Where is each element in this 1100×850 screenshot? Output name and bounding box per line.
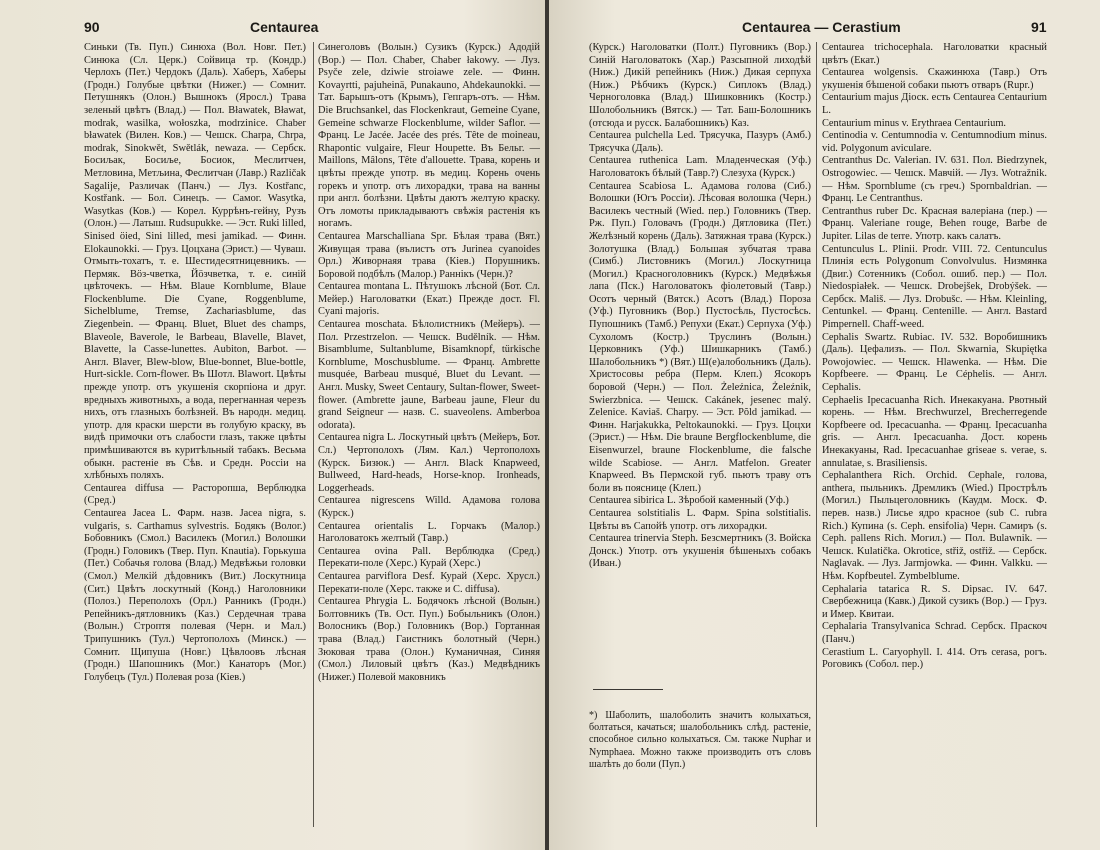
dictionary-entry: Centaurea sibirica L. Зѣробой каменный (Уф.) <box>589 495 789 507</box>
running-head: Centaurea <box>250 19 319 35</box>
text-column <box>84 42 306 842</box>
dictionary-entry: (Курск.) Наголоватки (Полт.) Пуговникъ (Вор.) Синій Наголоватокъ (Хар.) Разсыпной лиходѣй (Ниж.) Дикій репейникъ (Ниж.) Дикая серпуха (Ниж.) Рѣбчикъ (Курск.) Сиплокъ (Влад.) Черноголовка (Влад.) Шишковникъ (Костр.) Шолобольникъ (Вятск.) — Тат. Баш-Болошникъ (отсюда и русск. Балабошникъ) Каз. <box>589 42 811 129</box>
dictionary-entry: Cerastium L. Caryophyll. I. 414. Отъ cerasa, рогъ. Роговикъ (Собол. пер.) <box>822 646 1047 671</box>
footnote: *) Шаболить, шалоболить значитъ колыхаться, болтаться, качаться; шалобольникъ слѣд. растеніе, способное сильно колыхаться. См. также Nuphar и Nymphaea. Можно также производить отъ словъ шалѣть до боли (Пуп.) <box>589 710 811 770</box>
text-column <box>822 42 1047 842</box>
dictionary-entry: Centinodia v. Centumnodia v. Centumnodium minus. vid. Polygonum aviculare. <box>822 130 1047 154</box>
dictionary-entry: Centaurium majus Діоск. есть Centaurea Centaurium L. <box>822 92 1047 116</box>
dictionary-entry: Centaurea solstitialis L. Фарм. Spina solstitialis. Цвѣты въ Сапойѣ употр. отъ лихорадки. <box>589 507 811 532</box>
dictionary-entry: Centaurea trinervia Steph. Безсмертникъ (З. Войска Донск.) Употр. отъ укушенія бѣшеныхъ собакъ (Иван.) <box>589 533 811 570</box>
dictionary-entry: Centaurea Jacea L. Фарм. назв. Jacea nigra, s. vulgaris, s. Carthamus sylvestris. Бодякъ (Волог.) Бобовникъ (Смол.) Василекъ (Могил.) Волошки (Гродн.) Головикъ (Твер. Пуп. Knautia). Горькуша (Пет.) Собачья голова (Влад.) Медвѣжьи головки (Смол.) Мелкій дѣдовникъ (Вит.) Лоскутница (Сит.) Цвѣтъ лоскутный (Конд.) Наголовники (Полоз.) Переполохъ (Орл.) Ранникъ (Гродн.) Репейникъ-дятловникъ (Каз.) Сердечная трава (Волын.) Строптя полевая (Черн. и Мал.) Трипушникъ (Тул.) Чертополохъ (Минск.) — Сомнит. Щипуша (Новг.) Цѣвлоовъ лѣсная (Гродн.) Шапошникъ (Мог.) Канаторъ (Мог.) Голубецъ (Тул.) Полевая роза (Кіев.) <box>84 507 306 683</box>
dictionary-entry: Centaurea wolgensis. Скажинюха (Тавр.) Отъ укушенія бѣшеной собаки пьютъ отваръ (Rupr.) <box>822 67 1047 91</box>
footnote-rule <box>593 689 663 690</box>
dictionary-entry: Centranthus Dc. Valerian. IV. 631. Пол. Biedrzynek, Ostrogowiec. — Чешск. Мавчій. — Луз. Wotražnik. — Нѣм. Spornblume (съ греч.) Spornbaldrian. — Франц. Le Centranthus. <box>822 155 1047 205</box>
right-page <box>549 0 1100 850</box>
dictionary-entry: Centaurea ruthenica Lam. Младенческая (Уф.) Наголоватокъ бѣлый (Тавр.?) Слезуха (Курск.) <box>589 155 811 179</box>
dictionary-entry: Centaurea moschata. Бѣлолистникъ (Мейеръ). — Пол. Przestrzelon. — Чешск. Budělník. — Нѣм. Bisamblume, Sultanblume, Bisamknopf, türkische Kornblume, Moschusblume. — Франц. Ambrette musquée, Barbeau musqué, Bluet du Levant. — Англ. Musky, Sweet Centaury, Sultan-flower, Sweet-flower. (Ambrette jaune, Barbeau jaune, Fleur du grand Seigneur — назв. C. suaveolens. Amberboa odorata). <box>318 319 540 431</box>
column-rule <box>816 42 817 827</box>
running-head: Centaurea — Cerastium <box>742 19 901 35</box>
dictionary-entry: Centaurium minus v. Erythraea Centaurium. <box>822 117 1007 129</box>
dictionary-entry: Cephalaria Transylvanica Schrad. Сербск. Праскоч (Панч.) <box>822 621 1047 645</box>
dictionary-entry: Centaurea nigra L. Лоскутный цвѣтъ (Мейеръ, Бот. Сл.) Чертополохъ (Лям. Кал.) Чертополохъ (Курск. Бизюк.) — Англ. Black Knapweed, Bullweed, Hard-heads, Horse-knop. Ironheads, Loggerheads. <box>318 432 540 494</box>
dictionary-entry: Centunculus L. Plinii. Prodr. VIII. 72. Centunculus Плинія есть Polygonum Convolvulus. Низмянка (Двиг.) Сотенникъ (Собол. ошиб. пер.) — Пол. Niedospiałek. — Чешск. Drobejšek, Drobýšek. — Сербск. Mališ. — Луз. Drobušc. — Нѣм. Kleinling, Centunkel. — Франц. Centenille. — Англ. Bastard Pimpernell. Chaff-weed. <box>822 243 1047 331</box>
text-column <box>318 42 540 842</box>
dictionary-entry: Centranthus ruber Dc. Красная валеріана (пер.) — Франц. Valeriane rouge, Behen rouge, Barbe de Jupiter. Lilas de terre. Употр. какъ салатъ. <box>822 205 1047 242</box>
dictionary-entry: Centaurea diffusa — Расторопша, Верблюдка (Сред.) <box>84 482 306 507</box>
dictionary-entry: Синеголовъ (Волын.) Сузикъ (Курск.) Адодій (Вор.) — Пол. Chaber, Chaber łakowy. — Луз. Psyče zele, dziwie stroiawe zele. — Финн. Kovayrtti, pajuheinä, Punakauno, Ahdekaunokki. — Тат. Барышъ-отъ (Крымъ), Гепгаръ-отъ. — Нѣм. Die Bruchsankel, das Flockenkraut, Gemeine Cyane, Gemeine schwarze Flockenblume, wilder Saflor. — Франц. Le Jacée. Jacée des prés. Tête de moineau, Rhapontic vulgaire, Fleur Houpette. Въ Бельг. — Maillons, Mâlons, Tête d'allouette. Трава, корень и цвѣты прежде употр. въ медиц. Корень очень горекъ и употр. отъ лихорадки, трава на ванны при англ. болѣзни. Цвѣты даютъ желтую краску. Отъ ломоты прикладываютъ свѣжія растенія къ ногамъ. <box>318 42 540 230</box>
dictionary-entry: Cephalaria tatarica R. S. Dipsac. IV. 647. Свербежница (Кавк.) Дикой сузикъ (Вор.) — Груз. и Имер. Квитаи. <box>822 583 1047 620</box>
dictionary-entry: Синьки (Тв. Пуп.) Синюха (Вол. Новг. Пет.) Синюка (Сл. Церк.) Сойвица тр. (Кондр.) Черлохъ (Пет.) Чердокъ (Даль). Хаберъ, Хаберы (Гродн.) Голубые цвѣтки (Нижег.) — Сомнит. Петушнякъ (Олон.) Вышнокъ (Яросл.) Трава зеленый цвѣтъ (Влад.) — Пол. Bławatek, Bławat, modrak, wasilka, wołoszka, modrzinice. Chaber bławatek (Вилен. Ков.) — Чешск. Charpa, Chrpa, modrak, Sinokwět, Swětlák, newaza. — Сербск. Босиљак, Босиље, Босиок, Меслитчен, Метловина, Метљина, Фeслитчан (Лавр.) Različak Sagalije, Различак (Панч.) — Луз. Kostřanc, Kostřank. — Бол. Синецъ. — Самог. Wasytka, Wasytkas (Ков.) — Корел. Куррѣнъ-гейну, Рузъ (Олон.) — Латыш. Rudsupukke. — Эст. Ruki lilled, Sinised öied, Sini lilled, mesi jamikad. — Финн. Elokaunokki. — Груз. Цоцхана (Эрист.) — Чуваш. Отмыть-тохатъ, т. е. Шестидесятницевникъ. — Пермяк. Вöз-чветка, Йöзчветка, т. е. синій цвѣточекъ. — Нѣм. Blaue Kornblume, Blaue Flockenblume. Die Cyane, Roggenblume, Sichelblume, Tremse, Zachariasblume, das Ziegenbein. — Франц. Bluet, Bluet des champs, Blaveole, Baverole, le Barbeau, Blavelle, Blavet, Blavette, la Casse-lunettes. Aubiton, Barbot. — Англ. Blaver, Blew-blow, Blue-bonnet, Blue-bottle, Hurt-sickle. Corn-flower. Въ Шотл. Blawort. Цвѣты прежде употр. отъ укушенія скорпіона и друг. вредныхъ животныхъ, а вода, перегнанная черезъ нихъ, отъ глазныхъ болѣзней. Въ народн. медиц. употр. для краски шерсти въ голубую краску, въ видѣ примочки отъ слабости глазъ, также цвѣты примѣшиваются въ куритѣльный табакъ. Весьма обыкн. растеніе въ Сѣв. и Средн. Россіи на хлѣбныхъ поляхъ. <box>84 42 306 482</box>
column-rule <box>313 42 314 827</box>
dictionary-entry: Centaurea Phrygia L. Бодячокъ лѣсной (Волын.) Болтовникъ (Тв. Ост. Пуп.) Бобыльникъ (Олон.) Волосникъ (Вор.) Головникъ (Вор.) Гортанная трава (Влад.) Гаистникъ болотный (Черн.) Зюковая трава (Олон.) Куманичная, Синяя (Смол.) Лиловый цвѣтъ (Каз.) Медвѣдникъ (Нижег.) Полевой маковникъ <box>318 596 540 683</box>
dictionary-entry: Centaurea Scabiosa L. Адамова голова (Сиб.) Волошки (Югъ Россіи). Лѣсовая волошка (Черн.) Василекъ честный (Wied. пер.) Головникъ (Твер. Рж. Пуп.) Головачъ (Гродн.) Дятловика (Пет.) Желѣзный корень (Даль). Затяжная трава (Курск.) Золотушка (Влад.) Большая зубчатая трава (Симб.) Листовникъ (Могил.) Лоскутница (Могил.) Красноголовникъ (Курск.) Медвѣжья лапа (Пск.) Наголоватокъ фіолетовый (Тавр.) Осотъ черный (Вятск.) Асотъ (Влад.) Пороза (Уф.) Пуговникъ (Вор.) Пустосѣль, Пустосѣсь. Пупошникъ (Тамб.) Репухи (Екат.) Серпуха (Уф.) Сухоломъ (Костр.) Труслинъ (Волын.) Церковникъ (Уф.) Шишкарникъ (Тамб.) Шалобольникъ *) (Вят.) Ш(е)алобольникъ (Даль). Христосовы ребра (Перм. Клеп.) Ясокоръ боровой (Черн.) — Пол. Żeleźnica, Żeleźnik, Swierzbnica. — Чешск. Cakánek, jesenec malý. Zelenice. Kaviaš. Charpy. — Эст. Põld jamikad. — Финн. Harjakukka, Peltokaunokki. — Груз. Цоцхи (Эрист.) — Нѣм. Die braune Bergflockenblume, die Eisenwurzel, braune Flockenblume, die falsche wilde Scabiose. — Англ. Matfelon. Greater Knapweed. Въ Пермской губ. пьютъ траву отъ боли въ пояснице (Клеп.) <box>589 180 811 494</box>
dictionary-entry: Centaurea pulchella Led. Трясучка, Пазуръ (Амб.) Трясучка (Даль). <box>589 130 811 154</box>
page-number: 91 <box>1031 19 1047 35</box>
dictionary-entry: Centaurea nigrescens Willd. Адамова голова (Курск.) <box>318 495 540 519</box>
dictionary-entry: Centaurea Marschalliana Spr. Бѣлая трава (Вят.) Живущая трава (вълистъ отъ Jurinea cyanoides Орл.) Живорнаяя трава (Кіев.) Порушникъ. Боровой подбѣлъ (Малор.) Раннікъ (Черн.)? <box>318 230 540 280</box>
dictionary-entry: Centaurea montana L. Пѣтушокъ лѣсной (Бот. Сл. Мейер.) Наголоватки (Екат.) Прежде дост. Fl. Cyani majoris. <box>318 281 540 318</box>
left-page <box>0 0 545 850</box>
dictionary-entry: Centaurea trichocephala. Наголоватки красный цвѣтъ (Екат.) <box>822 42 1047 66</box>
page-number: 90 <box>84 19 100 35</box>
dictionary-entry: Centaurea orientalis L. Горчакъ (Малор.) Наголоватокъ желтый (Тавр.) <box>318 520 540 545</box>
dictionary-entry: Centaurea parviflora Desf. Курай (Херс. Хрусл.) Перекати-поле (Херс. также и C. diffusa). <box>318 570 540 595</box>
text-column <box>589 42 811 682</box>
dictionary-entry: Centaurea ovina Pall. Верблюдка (Сред.) Перекати-поле (Херс.) Курай (Херс.) <box>318 545 540 570</box>
dictionary-entry: Cephaelis Ipecacuanha Rich. Инекакуана. Рвотный корень. — Нѣм. Brechwurzel, Brecherregende Kopfbeere od. Ipecacuanha. — Франц. Ipecacuanha gris. — Англ. Ipecacuanha. Дост. корень Инекакуаны, Rad. Ipecacuanhae griseae s. verae, s. annulatae, s. Brasiliensis. <box>822 394 1047 469</box>
dictionary-entry: Cephalanthera Rich. Orchid. Cephale, голова, anthera, пыльникъ. Дремликъ (Wied.) Прострѣлъ (Могил.) Пыльцеголовникъ (Каудм. Моск. Ф. перев. назв.) Лисье ядро красное (sub C. rubra Rich.) Купина (s. Ceph. ensifolia) Черн. Самиръ (s. Ceph. pallens Rich. Могил.) — Пол. Bulawnik. — Чешск. Kulatička. Okrotice, střiž, ostřiž. — Сербск. Naglavak. — Луз. Jarmjowka. — Финн. Valkku. — Нѣм. Kopfbeutel. Zymbelblume. <box>822 470 1047 582</box>
dictionary-entry: Cephalis Swartz. Rubiac. IV. 532. Воробишникъ (Даль). Цефализъ. — Пол. Skwarnia, Skupiętka Powojowiec. — Чешск. Hlawenka. — Нѣм. Die Kopfbeere. — Франц. Le Céphelis. — Англ. Cephalis. <box>822 331 1047 394</box>
